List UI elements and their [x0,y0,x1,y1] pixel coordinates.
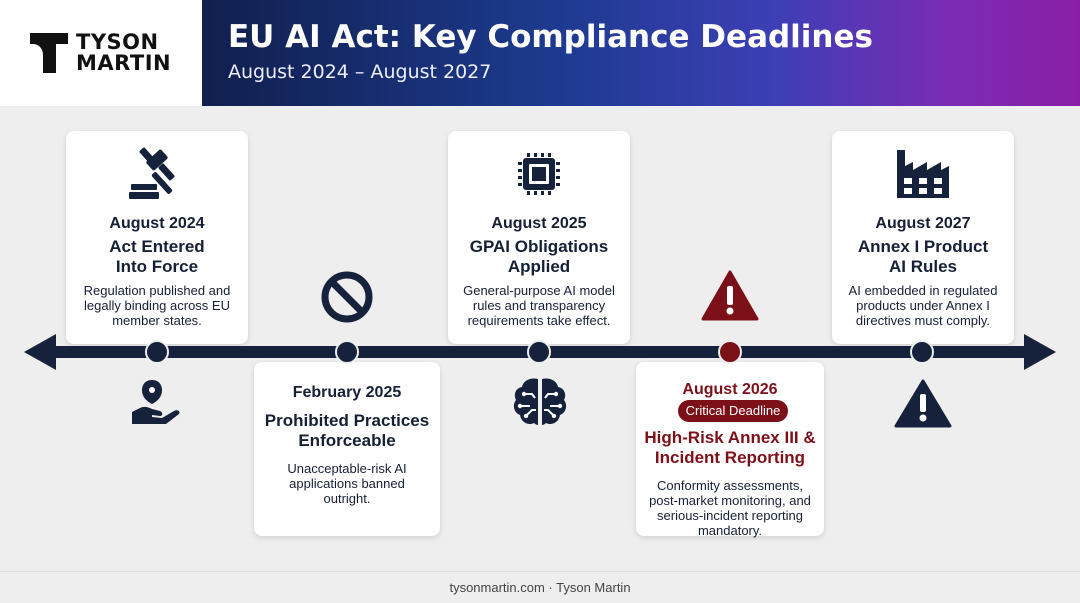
logo [0,0,202,106]
hand-shield-icon [130,378,184,426]
header [0,0,1080,106]
milestone-title [254,411,440,451]
brain-icon [512,376,568,428]
milestone-desc-line: Conformity assessments, [657,478,803,493]
milestone-title-line: Incident Reporting [654,448,806,467]
milestone-date-row [636,380,824,422]
milestone-description [254,461,440,506]
milestone-title-line: High-Risk Annex III & [644,428,816,447]
timeline-node [528,341,550,363]
timeline-node [336,341,358,363]
milestone-desc-line: post-market monitoring, and [649,493,811,508]
milestone-title-line: Annex I Product [857,237,989,256]
milestone-card-aug-2025 [448,131,630,344]
logo-mark-icon [30,33,68,73]
prohibited-icon [320,270,374,324]
warning-icon [701,270,759,322]
milestone-desc-line: General-purpose AI model [463,283,615,298]
footer [0,571,1080,603]
title-bar [202,0,1080,106]
warning-icon [894,379,952,429]
milestone-title-line: Enforceable [298,431,396,450]
milestone-desc-line: applications banned [289,476,405,491]
milestone-desc-line: Unacceptable-risk AI [287,461,407,476]
milestone-title-line: AI Rules [888,257,958,276]
milestone-title-line: Into Force [115,257,199,276]
milestone-desc-line: directives must comply. [855,313,991,328]
milestone-desc-line: rules and transparency [472,298,606,313]
milestone-title [66,237,248,277]
milestone-description [448,283,630,328]
milestone-title-line: Prohibited Practices [264,411,430,430]
milestone-description [66,283,248,328]
page-subtitle: August 2024 – August 2027 [228,61,492,83]
gavel-icon [129,146,185,200]
timeline-arrow-right [1024,334,1056,370]
milestone-card-aug-2026 [636,362,824,536]
timeline-node-critical [719,341,741,363]
timeline-axis [0,330,1080,374]
timeline-arrow-left [24,334,56,370]
milestone-desc-line: outright. [323,491,371,506]
page-title: EU AI Act: Key Compliance Deadlines [228,19,873,55]
milestone-date: August 2025 [491,215,587,232]
milestone-desc-line: member states. [112,313,202,328]
critical-deadline-badge: Critical Deadline [678,400,789,422]
milestone-title-line: Act Entered [109,237,205,256]
logo-text [76,32,171,74]
milestone-desc-line: AI embedded in regulated [848,283,998,298]
milestone-card-aug-2024 [66,131,248,344]
footer-text[interactable]: tysonmartin.com · Tyson Martin [449,580,631,595]
logo-line-1: TYSON [76,30,159,54]
milestone-desc-line: Regulation published and [83,283,231,298]
milestone-title-line: GPAI Obligations [469,237,609,256]
milestone-desc-line: serious-incident reporting [657,508,803,523]
milestone-desc-line: legally binding across EU [84,298,230,313]
timeline-node-dot [150,345,164,359]
milestone-title-line: Applied [507,257,571,276]
logo-line-2: MARTIN [76,51,172,75]
milestone-description [636,478,824,538]
milestone-desc-line: products under Annex I [856,298,990,313]
chip-icon [513,148,565,200]
milestone-date: August 2027 [875,215,971,232]
milestone-card-feb-2025 [254,362,440,536]
milestone-date: August 2026 [682,381,778,398]
milestone-date: August 2024 [109,215,205,232]
milestone-description [832,283,1014,328]
milestone-date: February 2025 [292,384,402,401]
milestone-desc-line: mandatory. [697,523,763,538]
milestone-card-aug-2027 [832,131,1014,344]
milestone-title [832,237,1014,277]
milestone-title [448,237,630,277]
timeline-node [911,341,933,363]
milestone-title [636,428,824,468]
factory-icon [895,148,951,200]
milestone-desc-line: requirements take effect. [467,313,611,328]
